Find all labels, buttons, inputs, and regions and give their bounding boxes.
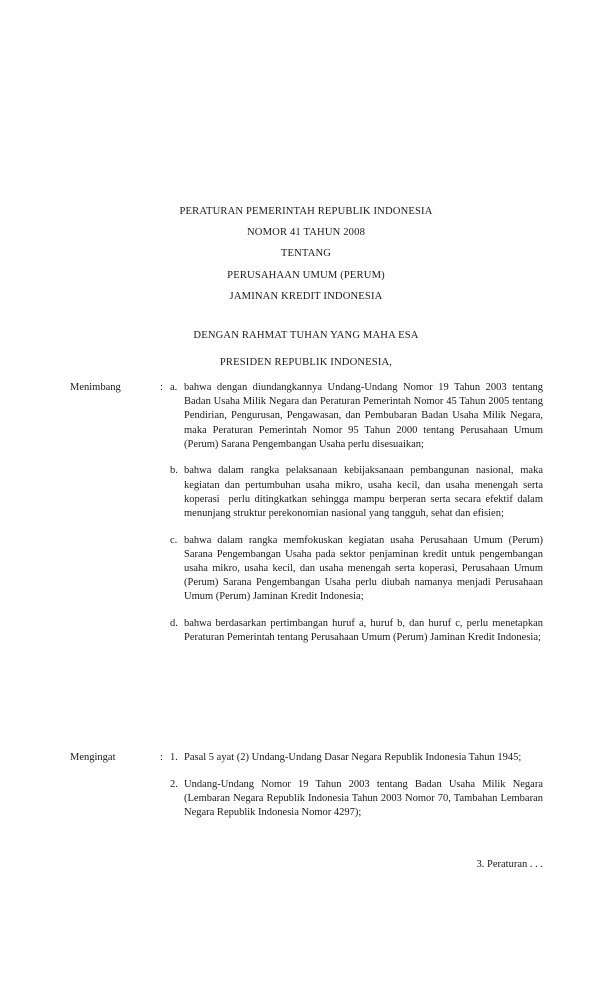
mengingat-item-list bbox=[170, 751, 546, 820]
menimbang-label: Menimbang bbox=[70, 382, 121, 393]
menimbang-item bbox=[170, 464, 546, 521]
mengingat-label: Mengingat bbox=[70, 752, 116, 763]
menimbang-item-marker: c. bbox=[170, 534, 178, 546]
mengingat-item-marker: 1. bbox=[170, 752, 178, 763]
menimbang-row bbox=[70, 381, 546, 645]
mengingat-item bbox=[170, 751, 543, 765]
menimbang-item bbox=[170, 534, 546, 605]
menimbang-item-text: bahwa dalam rangka pelaksanaan kebijaksanaan pembangunan nasional, maka kegiatan dan pertumbuhan usaha mikro, usaha kecil, dan usaha menengah serta koperasi perlu ditingkatkan sehingga mampu berperan serta secara efektif dalam menunjang struktur perekonomian nasional yang tangguh, sehat dan efisien; bbox=[184, 465, 546, 520]
mengingat-item bbox=[170, 778, 546, 821]
page-continuation-marker: 3. Peraturan . . . bbox=[476, 859, 543, 870]
menimbang-item-marker: a. bbox=[170, 382, 178, 393]
menimbang-item-marker: d. bbox=[170, 618, 178, 630]
title-line-entity-name: JAMINAN KREDIT INDONESIA bbox=[229, 290, 383, 302]
menimbang-item-marker: b. bbox=[170, 465, 178, 477]
mengingat-item-text: Undang-Undang Nomor 19 Tahun 2003 tentang Badan Usaha Milik Negara (Lembaran Negara Republik Indonesia Tahun 2003 Nomor 70, Tambahan Lembaran Negara Republik Indonesia Nomor 4297); bbox=[184, 778, 546, 818]
mengingat-item-text: Pasal 5 ayat (2) Undang-Undang Dasar Negara Republik Indonesia Tahun 1945; bbox=[184, 752, 522, 763]
title-line-tentang: TENTANG bbox=[280, 248, 332, 260]
menimbang-colon: : bbox=[160, 382, 163, 393]
invocation-block bbox=[0, 322, 612, 376]
menimbang-item-text: bahwa berdasarkan pertimbangan huruf a, huruf b, dan huruf c, perlu menetapkan Peraturan Pemerintah tentang Perusahaan Umum (Perum) Jaminan Kredit Indonesia; bbox=[184, 618, 546, 644]
title-line-entity: PERUSAHAAN UMUM (PERUM) bbox=[227, 269, 385, 281]
menimbang-item-list bbox=[170, 381, 546, 645]
menimbang-item-text: bahwa dalam rangka memfokuskan kegiatan usaha Perusahaan Umum (Perum) Sarana Pengembangan Usaha pada sektor penjaminan kredit untuk pengembangan usaha mikro, usaha kecil, dan usaha menengah serta koperasi, Perusahaan Umum (Perum) Sarana Pengembangan Usaha perlu diubah namanya menjadi Perusahaan Umum (Perum) Jaminan Kredit Indonesia; bbox=[184, 534, 546, 603]
document-title-block bbox=[0, 201, 612, 307]
invocation-blessing: DENGAN RAHMAT TUHAN YANG MAHA ESA bbox=[193, 330, 419, 341]
menimbang-section bbox=[70, 381, 546, 645]
mengingat-section bbox=[70, 751, 546, 820]
mengingat-colon: : bbox=[160, 752, 163, 763]
menimbang-item bbox=[170, 617, 546, 645]
menimbang-item bbox=[170, 381, 546, 452]
mengingat-row bbox=[70, 751, 546, 820]
title-line-regulation-type: PERATURAN PEMERINTAH REPUBLIK INDONESIA bbox=[179, 206, 433, 217]
menimbang-item-text: bahwa dengan diundangkannya Undang-Undang Nomor 19 Tahun 2003 tentang Badan Usaha Milik Negara dan Peraturan Pemerintah Nomor 45 Tahun 2005 tentang Pendirian, Pengurusan, Pengawasan, dan Pembubaran Badan Usaha Milik Negara, maka Peraturan Pemerintah Nomor 95 Tahun 2000 tentang Perusahaan Umum (Perum) Sarana Pengembangan Usaha perlu disesuaikan; bbox=[184, 382, 546, 450]
invocation-president: PRESIDEN REPUBLIK INDONESIA, bbox=[219, 357, 393, 368]
mengingat-item-marker: 2. bbox=[170, 778, 178, 790]
title-line-number-year: NOMOR 41 TAHUN 2008 bbox=[246, 227, 366, 239]
